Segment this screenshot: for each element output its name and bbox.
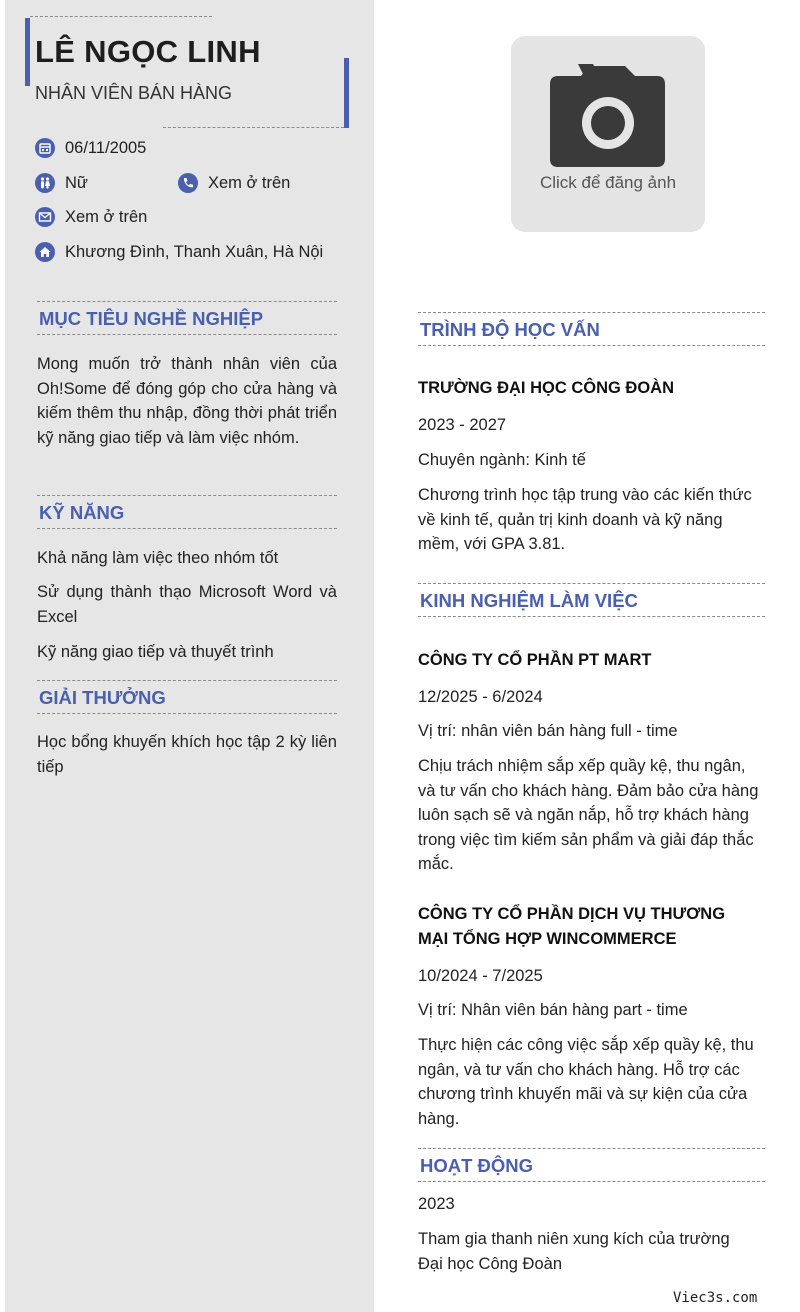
objective-heading bbox=[37, 301, 337, 335]
activity-year: 2023 bbox=[418, 1195, 455, 1213]
skill-item: Sử dụng thành thạo Microsoft Word và Excel bbox=[37, 583, 337, 626]
email-row bbox=[35, 207, 147, 227]
job-position: Vị trí: nhân viên bán hàng full - time bbox=[418, 722, 678, 740]
activity-description: Tham gia thanh niên xung kích của trường Đại học Công Đoàn bbox=[418, 1230, 730, 1273]
gender: Nữ bbox=[65, 173, 88, 192]
birthdate: 06/11/2005 bbox=[65, 138, 147, 157]
address: Khương Đình, Thanh Xuân, Hà Nội bbox=[65, 242, 324, 261]
objective-text: Mong muốn trở thành nhân viên của Oh!Some để đóng góp cho cửa hàng và kiếm thêm thu nhập, đồng thời phát triển kỹ năng giao tiếp và làm việc nhóm. bbox=[37, 355, 337, 447]
skill-item: Khả năng làm việc theo nhóm tốt bbox=[37, 549, 279, 567]
brand-watermark: Viec3s.com bbox=[673, 1290, 758, 1306]
company-name: CÔNG TY CỔ PHẦN PT MART bbox=[418, 651, 652, 669]
award-item: Học bổng khuyến khích học tập 2 kỳ liên tiếp bbox=[37, 733, 337, 776]
activities-heading bbox=[418, 1148, 765, 1182]
skills-heading bbox=[37, 495, 337, 529]
accent-bar bbox=[344, 58, 349, 128]
company-name: CÔNG TY CỔ PHẦN DỊCH VỤ THƯƠNG MẠI TỔNG HỢP WINCOMMERCE bbox=[418, 905, 726, 948]
school-name: TRƯỜNG ĐẠI HỌC CÔNG ĐOÀN bbox=[418, 379, 675, 397]
email: Xem ở trên bbox=[65, 207, 148, 226]
section-title: HOẠT ĐỘNG bbox=[420, 1155, 534, 1176]
camera-icon bbox=[511, 36, 705, 232]
job-period: 12/2025 - 6/2024 bbox=[418, 688, 543, 706]
address-row bbox=[35, 242, 323, 262]
photo-upload[interactable] bbox=[511, 36, 705, 232]
job-position: Vị trí: Nhân viên bán hàng part - time bbox=[418, 1001, 688, 1019]
education-period: 2023 - 2027 bbox=[418, 416, 507, 434]
envelope-icon bbox=[35, 207, 55, 227]
photo-caption: Click để đăng ảnh bbox=[539, 173, 677, 192]
gender-row bbox=[35, 173, 88, 193]
calendar-icon bbox=[35, 138, 55, 158]
birthdate-row bbox=[35, 138, 146, 158]
section-title: TRÌNH ĐỘ HỌC VẤN bbox=[420, 319, 600, 340]
accent-bar bbox=[25, 18, 30, 86]
divider bbox=[30, 16, 212, 17]
experience-heading bbox=[418, 583, 765, 617]
candidate-name: LÊ NGỌC LINH bbox=[35, 34, 261, 69]
divider bbox=[163, 127, 344, 128]
education-major: Chuyên ngành: Kinh tế bbox=[418, 451, 586, 469]
section-title: KỸ NĂNG bbox=[39, 502, 125, 523]
section-title: KINH NGHIỆM LÀM VIỆC bbox=[420, 590, 638, 611]
education-description: Chương trình học tập trung vào các kiến thức về kinh tế, quản trị kinh doanh và kỹ năng mềm, với GPA 3.81. bbox=[418, 486, 752, 553]
section-title: MỤC TIÊU NGHỀ NGHIỆP bbox=[39, 308, 264, 329]
education-heading bbox=[418, 312, 765, 346]
job-description: Thực hiện các công việc sắp xếp quầy kệ, thu ngân, và tư vấn cho khách hàng. Hỗ trợ các chương trình khuyến mãi và sự kiện của cửa hàng. bbox=[418, 1036, 754, 1128]
gender-icon bbox=[35, 173, 55, 193]
job-title: NHÂN VIÊN BÁN HÀNG bbox=[35, 83, 233, 103]
job-period: 10/2024 - 7/2025 bbox=[418, 967, 543, 985]
home-icon bbox=[35, 242, 55, 262]
name-block bbox=[25, 16, 349, 129]
job-description: Chịu trách nhiệm sắp xếp quầy kệ, thu ngân, và tư vấn cho khách hàng. Đảm bảo cửa hàng luôn sạch sẽ và ngăn nắp, hỗ trợ khách hàng trong việc tìm kiếm sản phẩm và giải đáp thắc mắc. bbox=[418, 757, 759, 873]
awards-heading bbox=[37, 680, 337, 714]
phone: Xem ở trên bbox=[208, 173, 291, 192]
phone-icon bbox=[178, 173, 198, 193]
skill-item: Kỹ năng giao tiếp và thuyết trình bbox=[37, 643, 274, 661]
phone-row bbox=[178, 173, 290, 193]
section-title: GIẢI THƯỞNG bbox=[39, 687, 166, 708]
